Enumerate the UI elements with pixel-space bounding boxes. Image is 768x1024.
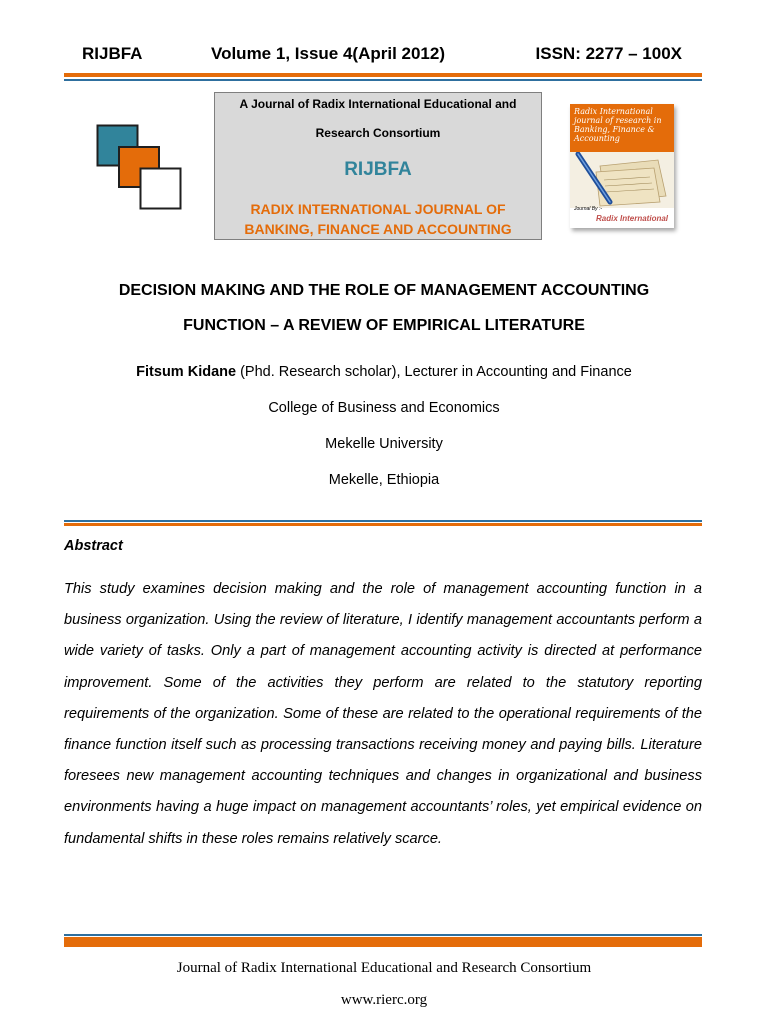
author-name: Fitsum Kidane [136,364,237,380]
footer-rule-orange [64,937,702,947]
paper-title-line1: DECISION MAKING AND THE ROLE OF MANAGEMENT ACCOUNTING [118,282,650,299]
banner-line1: A Journal of Radix International Educational and [239,97,517,111]
journal-banner [214,92,542,240]
pen-papers-illustration-icon [570,152,674,208]
footer-consortium: Journal of Radix International Educational and Research Consortium [176,960,592,976]
separator-rule-orange [64,523,702,526]
issn: ISSN: 2277 – 100X [535,44,682,63]
footer-rule-blue [64,934,702,936]
separator-rule-blue [64,520,702,522]
paper-title-line2: FUNCTION – A REVIEW OF EMPIRICAL LITERATURE [183,317,585,334]
header-rule-blue [64,79,702,81]
author-university: Mekelle University [325,436,443,452]
journal-cover [570,104,674,228]
header-rule-orange [64,73,702,77]
author-location: Mekelle, Ethiopia [328,472,440,488]
banner-abbr: RIJBFA [344,159,412,180]
cover-by-label: Journal By :- [574,206,603,212]
running-header [60,44,710,70]
footer-website: www.rierc.org [340,992,428,1008]
author-line [60,364,708,380]
abstract-text: This study examines decision making and the role of management accounting function in a business organization. Using the review of literature, I identify management accountants perform a wide variety of tasks. Only a part of management accounting activity is directed at performance improvement. Some of the activities they perform are related to the statutory reporting requirements of the organization. Some of these are related to the operational requirements of the finance function itself such as processing transactions receiving money and paying bills. Literature foresees new management accounting techniques and changes in organizational and business environments having a huge impact on management accountants’ roles, yet empirical evidence on fundamental shifts in these roles remains relatively scarce. [64,581,702,847]
cover-publisher: Radix International [596,214,669,223]
journal-logo-icon [96,124,182,210]
journal-abbr: RIJBFA [82,44,143,63]
banner-name-line1: RADIX INTERNATIONAL JOURNAL OF [250,201,506,217]
abstract-heading: Abstract [64,538,123,554]
banner-name-line2: BANKING, FINANCE AND ACCOUNTING [244,221,512,237]
cover-title: Radix International journal of research in Banking, Finance & Accounting [570,104,674,152]
banner-line2: Research Consortium [315,126,441,140]
author-college: College of Business and Economics [268,400,500,416]
banner-journal-name [215,199,541,239]
author-description: (Phd. Research scholar), Lecturer in Accounting and Finance [236,364,632,380]
volume-issue: Volume 1, Issue 4(April 2012) [211,44,445,63]
